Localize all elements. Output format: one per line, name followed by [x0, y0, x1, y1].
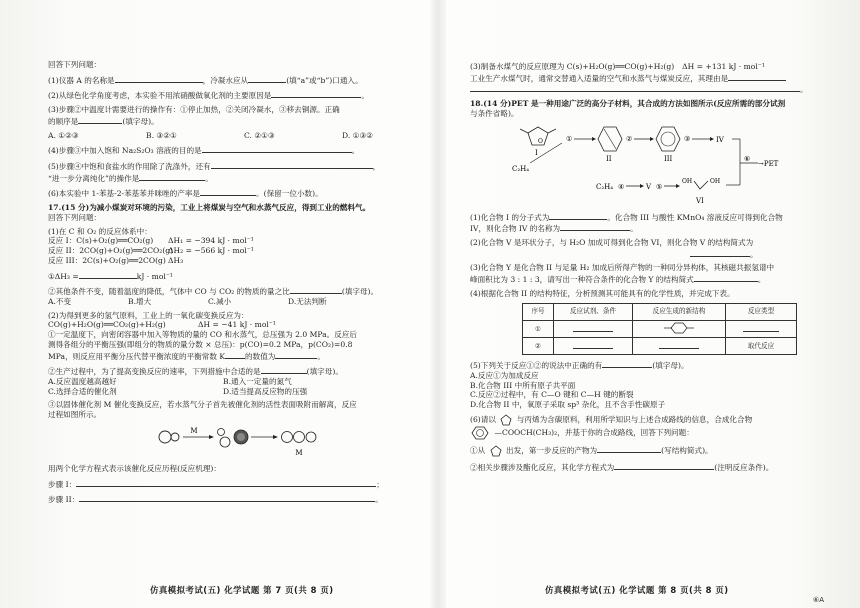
option-row: C.选择合适的催化剂 D.适当提高反应物的压强	[48, 386, 308, 396]
reagent-label: C₂H₄	[596, 182, 614, 191]
question-line: (5)下列关于反应①②的说法中正确的有 (填字母)。	[470, 361, 689, 371]
catalyst-label: M	[295, 448, 303, 457]
table-cell	[633, 320, 726, 337]
table-header: 序号	[523, 303, 554, 320]
step-label: ①	[566, 134, 573, 143]
furan-structure	[498, 414, 514, 426]
group-label: OH	[682, 177, 693, 185]
question-line: (1)化合物 I 的分子式为 。化合物 III 与酸性 KMnO₄ 溶液反应可得到化合物	[470, 212, 783, 222]
option-line: C.反应②过程中，有 C—O 键和 C—H 键的断裂	[470, 390, 634, 400]
step-label: ④	[618, 182, 625, 191]
question-line: (4)根据化合物 II 的结构特征，分析预测其可能具有的化学性质，并完成下表。	[470, 288, 735, 298]
question-line: (5)步骤④中饱和食盐水的作用除了洗涤外，还有 ，	[48, 162, 381, 172]
option-line: D.化合物 II 中，氧原子采取 sp³ 杂化，且不含手性碳原子	[470, 399, 666, 409]
question-line: (6)本实验中 1-苯基-2-苯基苯并咪唑的产率是 。(保留一位小数)。	[48, 189, 323, 199]
table-cell: 取代反应	[726, 338, 797, 355]
table-cell	[554, 320, 633, 337]
compound-label: V	[646, 182, 652, 191]
question-line: MPa，则反应用平衡分压代替平衡浓度的平衡常数 K 的数值为 。	[48, 351, 325, 361]
question-line: ①一定温度下，向密闭容器中加入等物质的量的 CO 和水蒸气，总压强为 2.0 MPa。反应后	[48, 330, 358, 340]
question-line: (2)为得到更多的氢气原料，工业上的一氧化碳变换反应为：	[48, 310, 249, 320]
corner-mark: ⑥A	[812, 596, 824, 604]
question-line: “进一步分离纯化”的操作是 。	[48, 173, 213, 183]
mechanism-diagram	[153, 420, 353, 460]
group-label: OH	[710, 177, 721, 185]
reaction-table	[522, 303, 797, 355]
question-line: ②其他条件不变，随着温度的降低，气体中 CO 与 CO₂ 的物质的量之比 (填字母)。	[48, 287, 379, 297]
text-line: 回答下列问题：	[48, 212, 102, 222]
question-line: ①从 出发，第一步反应的产物为 (写结构简式)。	[470, 445, 713, 455]
option-line: B.化合物 III 中所有原子共平面	[470, 380, 576, 390]
question-line: IV，则化合物 IV 的名称为 。	[470, 224, 638, 234]
answer-line: 步骤 I： ；	[48, 479, 384, 489]
catalyst-label: M	[190, 426, 198, 435]
benzene-structure	[470, 426, 492, 440]
question-line: 过程如图所示。	[48, 410, 102, 420]
table-cell: ①	[523, 320, 554, 337]
question-line: (4)步骤③中加入饱和 Na₂S₂O₃ 溶液的目的是 。	[48, 146, 360, 156]
question-line: 工业生产水煤气时，通常交替通入适量的空气和水蒸气与煤炭反应，其理由是	[470, 72, 815, 84]
question-17-title: 17.(15 分)为减小煤炭对环境的污染，工业上将煤炭与空气和水蒸气反应，得到工业的燃料气。	[48, 203, 371, 213]
table-header: 反应生成的新结构	[633, 303, 726, 320]
answer-line: 。	[470, 83, 815, 95]
left-footer: 仿真模拟考试(五) 化学试题 第 7 页(共 8 页)	[150, 585, 334, 595]
option-row: A.反应温度越高越好 B.通入一定量的氮气	[48, 376, 292, 386]
question-line: ③以固体催化剂 M 催化变换反应，若水蒸气分子首先被催化剂的活性表面吸附而解离，反应	[48, 400, 357, 410]
question-line: ②生产过程中，为了提高变换反应的速率，下列措施中合适的是 (填字母)。	[48, 367, 343, 377]
question-line: (1)在 C 和 O₂ 的反应体系中：	[48, 226, 152, 236]
table-header-row	[523, 303, 797, 320]
compound-label: III	[664, 154, 673, 163]
question-line: (6)请以 与丙烯为含碳原料，利用所学知识与上述合成路线的信息，合成化合物	[470, 414, 753, 424]
question-line: 峰面积比为 3 : 1 : 3，请写出一种符合条件的化合物 Y 的结构简式 。	[470, 275, 766, 285]
question-line: ②相关步骤涉及酯化反应，其化学方程式为 (注明反应条件)。	[470, 462, 774, 472]
answer-line: 。	[470, 248, 815, 260]
equation-line: 反应 I：C(s)+O₂(g)══CO₂(g) ΔH₁ = −394 kJ · mol⁻¹	[48, 236, 254, 246]
reagent-label: C₂H₄	[512, 164, 530, 173]
question-line: (2)从绿色化学角度考虑，本实验不用浓硝酸做氧化剂的主要原因是 。	[48, 91, 369, 101]
question-line: (3)化合物 Y 是化合物 II 与足量 H₂ 加成后所得产物的一种同分异构体，其核磁共振氢谱中	[470, 263, 775, 273]
table-cell	[726, 320, 797, 337]
table-header: 反应试剂、条件	[554, 303, 633, 320]
question-line: 测得各组分的平衡压强(即组分的物质的量分数 × 总压)：p(CO)=0.2 MPa，p(CO₂)=0.8	[48, 339, 353, 349]
text-line: 与条件省略)。	[470, 108, 519, 118]
text-line: 回答下列问题：	[48, 60, 102, 69]
left-page	[48, 60, 418, 505]
compound-label: IV	[716, 135, 724, 144]
compound-label: VI	[696, 196, 704, 205]
equation-line: CO(g)+H₂O(g)══CO₂(g)+H₂(g) ΔH = −41 kJ · mol⁻¹	[48, 320, 276, 330]
question-line: ①ΔH₃ = kJ · mol⁻¹	[48, 271, 173, 281]
compound-label: II	[606, 154, 612, 163]
question-line: (3)制备水煤气的反应原理为 C(s)+H₂O(g)══CO(g)+H₂(g) ΔH = +131 kJ · mol⁻¹	[470, 62, 765, 71]
table-header: 反应类型	[726, 303, 797, 320]
table-row	[523, 338, 797, 355]
synthesis-scheme	[500, 119, 800, 211]
page-fold	[430, 0, 446, 608]
question-18-title: 18.(14 分)PET 是一种用途广泛的高分子材料，其合成的方法如图所示(反应所需的部分试剂	[470, 99, 786, 109]
equation-line: 反应 III：2C(s)+O₂(g)══2CO(g) ΔH₃	[48, 255, 184, 265]
question-line: 用两个化学方程式表示该催化反应历程(反应机理)：	[48, 463, 221, 473]
right-footer: 仿真模拟考试(五) 化学试题 第 8 页(共 8 页)	[545, 585, 729, 595]
step-label: ②	[626, 134, 633, 143]
question-line: —COOCH(CH₃)₂，并基于你的合成路线，回答下列问题：	[470, 426, 815, 440]
option-line: A.反应①为加成反应	[470, 370, 539, 380]
table-row	[523, 320, 797, 337]
step-label: ⑤	[656, 182, 663, 191]
step-label: ⑥	[744, 154, 751, 163]
table-cell	[633, 338, 726, 355]
benzene-structure	[664, 321, 694, 335]
step-label: ③	[684, 134, 691, 143]
table-cell	[554, 338, 633, 355]
right-page	[470, 62, 815, 472]
question-line: (1)仪器 A 的名称是 ，冷凝水应从 (填“a”或“b”)口通入。	[48, 75, 363, 85]
option-row: A.不变 B.增大 C.减小 D.无法判断	[48, 296, 327, 306]
question-line: (2)化合物 V 是环状分子，与 H₂O 加成可得到化合物 VI，则化合物 V 的结构简式为	[470, 238, 754, 248]
answer-line: 步骤 II： 。	[48, 495, 383, 505]
svg-text:O: O	[538, 137, 543, 145]
option-row: A. ①②③ B. ③②① C. ②①③ D. ①③②	[48, 130, 374, 140]
product-label: →PET	[758, 159, 779, 168]
question-line: 的顺序是 (填字母)。	[48, 116, 159, 126]
table-cell: ②	[523, 338, 554, 355]
compound-label: I	[535, 148, 538, 157]
equation-line: 反应 II：2CO(g)+O₂(g)══2CO₂(g)ΔH₂ = −566 kJ · mol⁻¹	[48, 246, 254, 256]
furan-structure	[488, 445, 504, 457]
question-line: (3)步骤②中温度计需要进行的操作有：①停止加热，②关闭冷凝水，③移去铜源。正确	[48, 105, 340, 115]
